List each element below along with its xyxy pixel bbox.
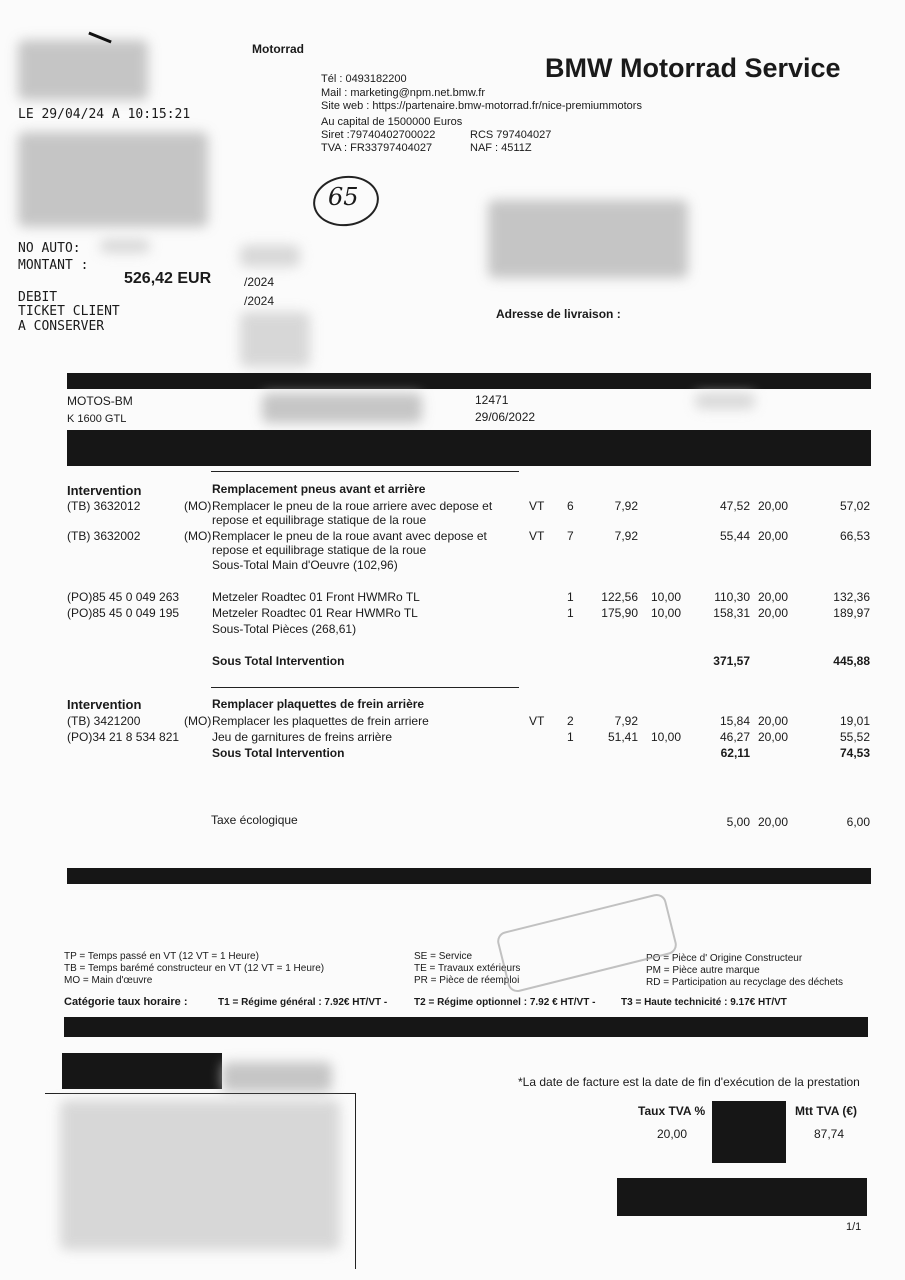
invoice-date-note: *La date de facture est la date de fin d'exécution de la prestation xyxy=(518,1075,860,1089)
redacted-block xyxy=(240,312,310,367)
redacted-block xyxy=(240,245,300,267)
part-discount: 10,00 xyxy=(651,590,682,604)
receipt-montant-label: MONTANT : xyxy=(18,258,89,273)
eco-tax-ht: 5,00 xyxy=(726,815,750,829)
vehicle-header-bar xyxy=(67,373,871,389)
line-ttc: 19,01 xyxy=(839,714,870,728)
line-qty: 7 xyxy=(567,529,574,543)
line-ref: (TB) 3421200 xyxy=(67,714,141,728)
company-naf: NAF : 4511Z xyxy=(470,142,532,154)
part-ht: 158,31 xyxy=(713,606,750,620)
part-tva: 20,00 xyxy=(758,590,789,604)
legend-se: SE = Service xyxy=(414,951,473,962)
receipt-debit: DEBIT xyxy=(18,290,58,305)
part-ref: (PO)85 45 0 049 195 xyxy=(67,606,180,620)
vat-base-redacted xyxy=(712,1101,786,1163)
redacted-block xyxy=(488,200,688,278)
eco-tax-ttc: 6,00 xyxy=(846,815,870,829)
legend-te: TE = Travaux extérieurs xyxy=(414,963,521,974)
company-name: Motorrad xyxy=(252,42,304,56)
legend-pr: PR = Pièce de réemploi xyxy=(414,975,520,986)
handwritten-number: 65 xyxy=(328,183,359,211)
eco-tax-label: Taxe écologique xyxy=(211,813,298,827)
line-desc: Remplacer le pneu de la roue avant avec depose et xyxy=(212,529,487,543)
line-desc: Remplacer le pneu de la roue arriere avec depose et xyxy=(212,499,493,513)
subtotal-labour: Sous-Total Main d'Oeuvre (102,96) xyxy=(212,558,398,572)
part-unit-price: 122,56 xyxy=(601,590,638,604)
redacted-block xyxy=(222,1062,332,1092)
line-type: (MO) xyxy=(184,714,212,728)
part-ttc: 132,36 xyxy=(833,590,870,604)
vat-amount-value: 87,74 xyxy=(814,1127,845,1141)
line-unit: VT xyxy=(529,529,545,543)
subtotal-intervention-ttc: 74,53 xyxy=(839,746,870,760)
line-tva: 20,00 xyxy=(758,529,789,543)
part-unit-price: 51,41 xyxy=(607,730,638,744)
redacted-address xyxy=(60,1100,340,1250)
subtotal-intervention-ht: 371,57 xyxy=(713,654,750,668)
company-web: Site web : https://partenaire.bmw-motorrad.fr/nice-premiummotors xyxy=(321,100,642,112)
rate-t1: T1 = Régime général : 7.92€ HT/VT - xyxy=(218,997,388,1008)
subtotal-intervention-ht: 62,11 xyxy=(720,746,750,760)
part-qty: 1 xyxy=(567,606,574,620)
part-ref: (PO)85 45 0 049 263 xyxy=(67,590,180,604)
company-rcs: RCS 797404027 xyxy=(470,129,552,141)
subtotal-intervention-label: Sous Total Intervention xyxy=(212,746,345,760)
line-desc: Remplacer les plaquettes de frein arriere xyxy=(212,714,429,728)
line-type: (MO) xyxy=(184,499,212,513)
part-ht: 46,27 xyxy=(719,730,750,744)
footer-label-bar xyxy=(62,1053,222,1089)
eco-tax-tva: 20,00 xyxy=(758,815,789,829)
line-qty: 2 xyxy=(567,714,574,728)
part-unit-price: 175,90 xyxy=(601,606,638,620)
intervention-heading: Remplacement pneus avant et arrière xyxy=(212,482,426,496)
company-mail: Mail : marketing@npm.net.bmw.fr xyxy=(321,87,485,99)
vat-amount-label: Mtt TVA (€) xyxy=(795,1104,857,1118)
line-desc-2: repose et equilibrage statique de la roue xyxy=(212,543,427,557)
vehicle-km: 12471 xyxy=(475,393,509,407)
vehicle-model: K 1600 GTL xyxy=(67,413,127,425)
receipt-datetime: LE 29/04/24 A 10:15:21 xyxy=(18,107,191,122)
legend-rd: RD = Participation au recyclage des déchets xyxy=(646,977,844,988)
notice-bar xyxy=(67,868,871,884)
rate-t3: T3 = Haute technicité : 9.17€ HT/VT xyxy=(621,997,787,1008)
divider xyxy=(211,687,519,688)
legend-pm: PM = Pièce autre marque xyxy=(646,965,760,976)
receipt-conserver: A CONSERVER xyxy=(18,319,105,334)
line-unit-price: 7,92 xyxy=(614,499,638,513)
vat-rate-value: 20,00 xyxy=(657,1127,688,1141)
line-unit: VT xyxy=(529,499,545,513)
part-ttc: 189,97 xyxy=(833,606,870,620)
redacted-block xyxy=(695,393,755,409)
company-capital: Au capital de 1500000 Euros xyxy=(321,116,463,128)
line-unit-price: 7,92 xyxy=(614,529,638,543)
part-desc: Metzeler Roadtec 01 Front HWMRo TL xyxy=(212,590,420,604)
legend-tb: TB = Temps barémé constructeur en VT (12 VT = 1 Heure) xyxy=(64,963,325,974)
receipt-no-auto: NO AUTO: xyxy=(18,241,81,256)
totals-bar xyxy=(617,1178,867,1216)
subtotal-parts: Sous-Total Pièces (268,61) xyxy=(212,622,357,636)
line-unit: VT xyxy=(529,714,545,728)
part-qty: 1 xyxy=(567,730,574,744)
company-siret: Siret :79740402700022 xyxy=(321,129,436,141)
divider xyxy=(211,471,519,472)
intervention-heading: Remplacer plaquettes de frein arrière xyxy=(212,697,425,711)
legend-mo: MO = Main d'œuvre xyxy=(64,975,153,986)
line-tva: 20,00 xyxy=(758,714,789,728)
part-ref: (PO)34 21 8 534 821 xyxy=(67,730,180,744)
company-tel: Tél : 0493182200 xyxy=(321,73,407,85)
line-qty: 6 xyxy=(567,499,574,513)
part-qty: 1 xyxy=(567,590,574,604)
receipt-date2: /2024 xyxy=(244,294,275,308)
subtotal-intervention-label: Sous Total Intervention xyxy=(212,654,345,668)
redacted-vin xyxy=(262,393,422,423)
part-ht: 110,30 xyxy=(714,590,750,604)
line-ttc: 57,02 xyxy=(839,499,870,513)
line-unit-price: 7,92 xyxy=(614,714,638,728)
line-ref: (TB) 3632002 xyxy=(67,529,141,543)
line-ht: 15,84 xyxy=(719,714,750,728)
vehicle-make: MOTOS-BM xyxy=(67,394,133,408)
line-ttc: 66,53 xyxy=(839,529,870,543)
part-tva: 20,00 xyxy=(758,730,789,744)
receipt-amount: 526,42 EUR xyxy=(124,270,212,287)
legend-po: PO = Pièce d' Origine Constructeur xyxy=(646,953,803,964)
part-ttc: 55,52 xyxy=(839,730,870,744)
delivery-label: Adresse de livraison : xyxy=(496,307,621,321)
redacted-block xyxy=(100,239,150,253)
columns-header-bar xyxy=(67,430,871,466)
line-ht: 47,52 xyxy=(719,499,750,513)
brand-title: BMW Motorrad Service xyxy=(545,53,841,83)
intervention-title: Intervention xyxy=(67,483,142,498)
line-ref: (TB) 3632012 xyxy=(67,499,141,513)
separator-bar xyxy=(64,1017,868,1037)
part-discount: 10,00 xyxy=(651,730,682,744)
redacted-block xyxy=(18,132,208,227)
page-number: 1/1 xyxy=(846,1221,862,1233)
subtotal-intervention-ttc: 445,88 xyxy=(833,654,870,668)
rate-t2: T2 = Régime optionnel : 7.92 € HT/VT - xyxy=(414,997,596,1008)
receipt-ticket: TICKET CLIENT xyxy=(18,304,120,319)
rates-label: Catégorie taux horaire : xyxy=(64,996,188,1008)
line-tva: 20,00 xyxy=(758,499,789,513)
line-desc-2: repose et equilibrage statique de la roue xyxy=(212,513,427,527)
line-type: (MO) xyxy=(184,529,212,543)
vat-rate-label: Taux TVA % xyxy=(638,1104,706,1118)
company-tva: TVA : FR33797404027 xyxy=(321,142,433,154)
part-desc: Metzeler Roadtec 01 Rear HWMRo TL xyxy=(212,606,418,620)
part-discount: 10,00 xyxy=(651,606,682,620)
receipt-date1: /2024 xyxy=(244,275,275,289)
line-ht: 55,44 xyxy=(719,529,750,543)
part-tva: 20,00 xyxy=(758,606,789,620)
part-desc: Jeu de garnitures de freins arrière xyxy=(212,730,393,744)
intervention-title: Intervention xyxy=(67,697,142,712)
vehicle-date: 29/06/2022 xyxy=(475,410,536,424)
redacted-block xyxy=(18,40,148,100)
legend-tp: TP = Temps passé en VT (12 VT = 1 Heure) xyxy=(64,951,259,962)
